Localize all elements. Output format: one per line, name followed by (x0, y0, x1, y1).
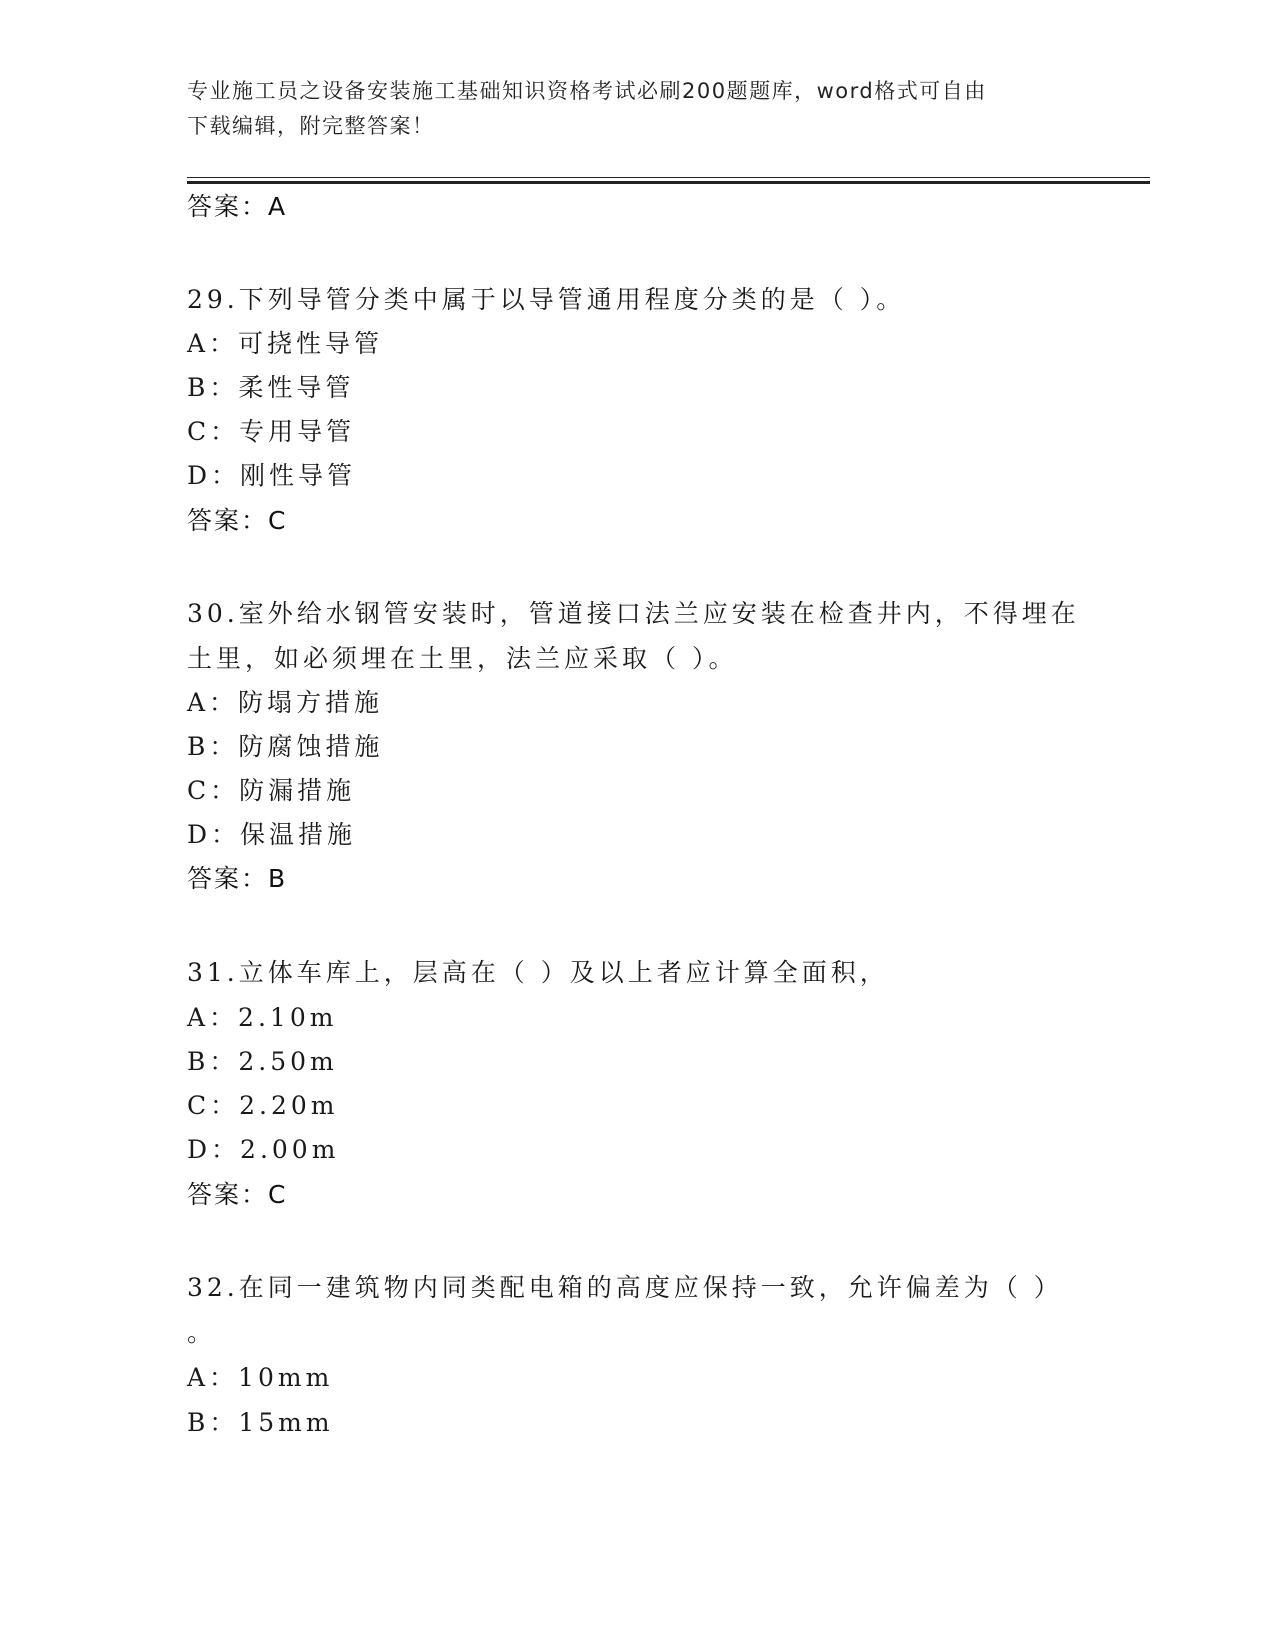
header-divider-thick (187, 181, 1150, 184)
question-29-stem: 29.下列导管分类中属于以导管通用程度分类的是（ ）。 (187, 285, 906, 314)
question-29-option-a: A：可挠性导管 (187, 329, 384, 358)
header-line-1: 专业施工员之设备安装施工基础知识资格考试必刷200题题库，word格式可自由 (187, 79, 987, 103)
question-32-stem-line-2: 。 (187, 1318, 217, 1347)
question-31-option-d: D：2.00m (187, 1135, 340, 1164)
question-30-stem-line-2: 土里，如必须埋在土里，法兰应采取（ ）。 (187, 644, 738, 673)
question-31-stem: 31.立体车库上，层高在（ ）及以上者应计算全面积， (187, 958, 889, 987)
question-30-option-b: B：防腐蚀措施 (187, 732, 384, 761)
question-30-option-c: C：防漏措施 (187, 776, 356, 805)
header-divider-thin (187, 177, 1150, 178)
answer-previous: 答案：A (187, 192, 288, 221)
question-31-option-b: B：2.50m (187, 1047, 338, 1076)
question-29-answer: 答案：C (187, 506, 288, 535)
question-29-option-b: B：柔性导管 (187, 373, 355, 402)
question-29-option-d: D：刚性导管 (187, 461, 357, 490)
document-header (187, 74, 1077, 144)
question-30-option-a: A：防塌方措施 (187, 688, 384, 717)
question-30-option-d: D：保温措施 (187, 820, 357, 849)
question-29-option-c: C：专用导管 (187, 417, 356, 446)
question-31-option-a: A：2.10m (187, 1003, 338, 1032)
question-30-answer: 答案：B (187, 864, 288, 893)
question-31-option-c: C：2.20m (187, 1091, 339, 1120)
question-32-option-a: A：10mm (187, 1363, 334, 1392)
header-line-2: 下载编辑，附完整答案！ (187, 114, 435, 138)
question-32-stem-line-1: 32.在同一建筑物内同类配电箱的高度应保持一致，允许偏差为（ ） (187, 1273, 1063, 1302)
question-30-stem-line-1: 30.室外给水钢管安装时，管道接口法兰应安装在检查井内，不得埋在 (187, 599, 1080, 628)
question-31-answer: 答案：C (187, 1180, 288, 1209)
question-32-option-b: B：15mm (187, 1408, 334, 1437)
